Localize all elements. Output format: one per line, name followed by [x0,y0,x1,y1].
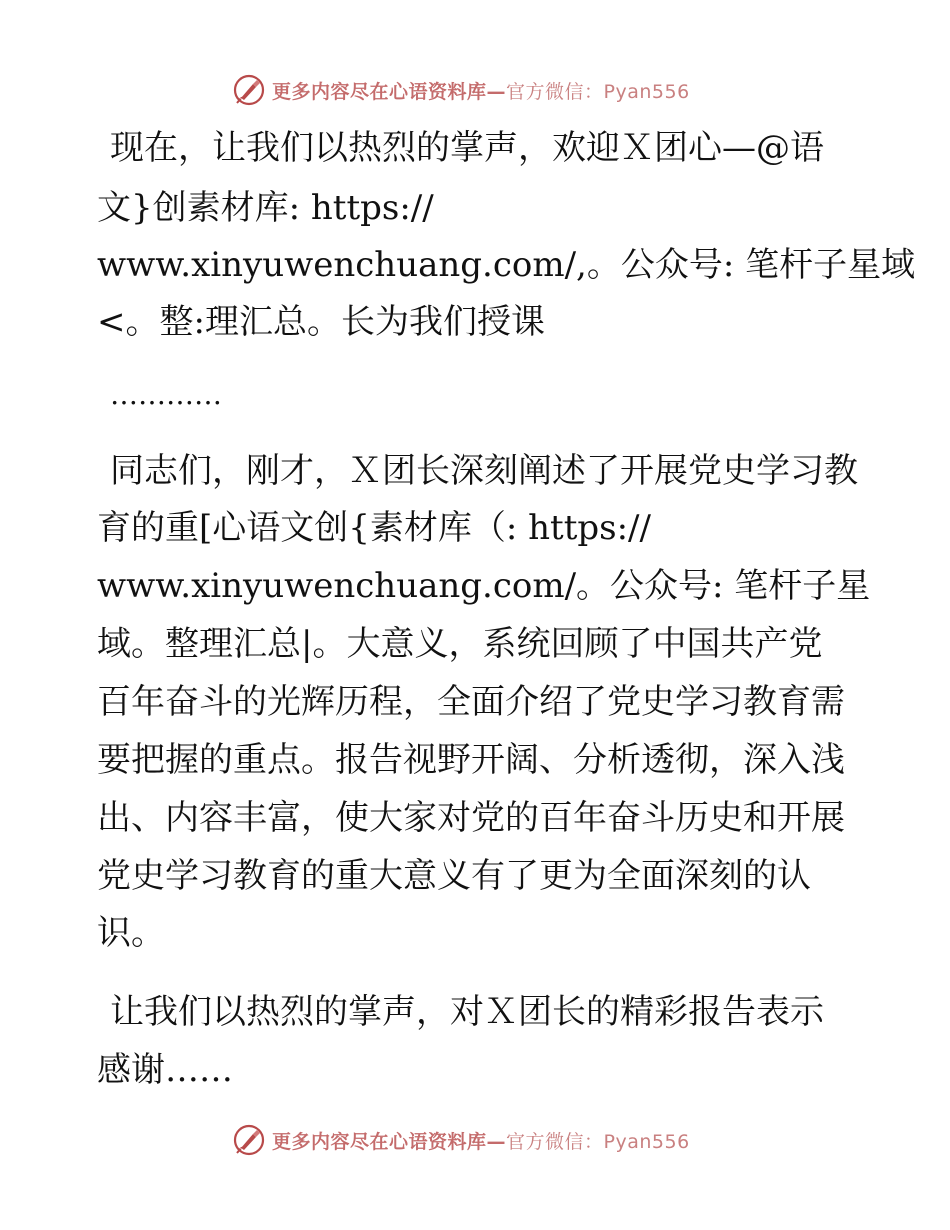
p2-line-7: 出、内容丰富，使大家对党的百年奋斗历史和开展 [97,798,845,838]
pen-logo-icon [232,1123,266,1157]
p1-line-3: www.xinyuwenchuang.com/,。公众号: 笔杆子星域 [97,245,916,285]
p2-line-2: 育的重[心语文创{素材库（: https:// [97,508,651,548]
banner-text: 更多内容尽在心语资料库—官方微信：Pyan556 [272,1130,690,1153]
banner-wechat: 官方微信：Pyan556 [506,80,690,103]
footer-banner [232,1122,690,1158]
ellipsis: ………… [110,378,222,411]
banner-wechat: 官方微信：Pyan556 [506,1130,690,1153]
p1-line-1: 现在，让我们以热烈的掌声，欢迎Ｘ团心—@语 [110,128,824,168]
p3-line-2: 感谢…… [97,1050,233,1090]
p2-line-6: 要把握的重点。报告视野开阔、分析透彻，深入浅 [97,740,845,780]
p2-line-8: 党史学习教育的重大意义有了更为全面深刻的认 [97,856,811,896]
pen-logo-icon [232,73,266,107]
p2-line-1: 同志们，刚才，Ｘ团长深刻阐述了开展党史学习教 [110,451,858,491]
p2-line-5: 百年奋斗的光辉历程，全面介绍了党史学习教育需 [97,682,845,722]
p2-line-9: 识。 [97,913,165,953]
header-banner [232,72,690,108]
banner-text: 更多内容尽在心语资料库—官方微信：Pyan556 [272,80,690,103]
p1-line-2: 文}创素材库: https:// [97,188,434,228]
p2-line-4: 域。整理汇总|。大意义，系统回顾了中国共产党 [97,624,823,664]
p2-line-3: www.xinyuwenchuang.com/。公众号: 笔杆子星 [97,566,871,606]
p1-line-4: <。整:理汇总。长为我们授课 [97,302,545,342]
p3-line-1: 让我们以热烈的掌声，对Ｘ团长的精彩报告表示 [110,992,824,1032]
